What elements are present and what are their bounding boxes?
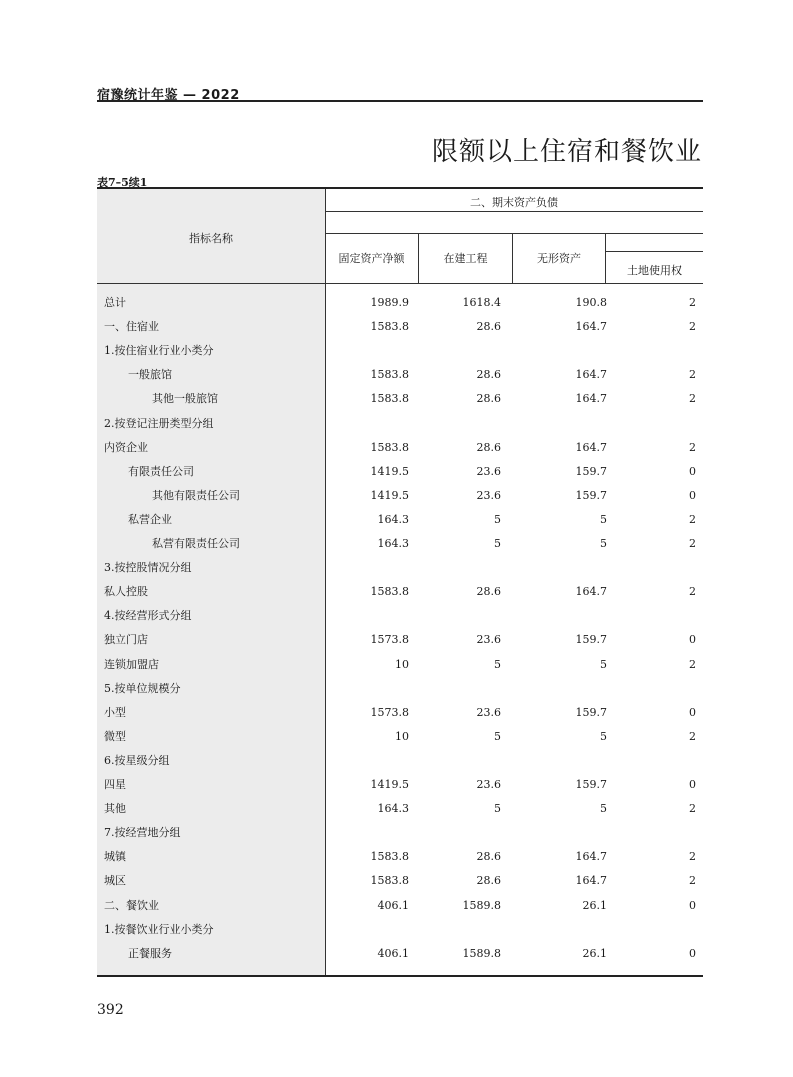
row-label: 2.按登记注册类型分组: [104, 416, 214, 430]
row-value: 164.7: [575, 585, 607, 599]
row-value: 2: [689, 296, 696, 309]
row-value: 190.8: [575, 296, 607, 309]
row-value: 26.1: [582, 898, 607, 912]
row-label: 6.按星级分组: [104, 753, 170, 767]
row-label: 城镇: [104, 850, 126, 864]
column-group-header: 二、期末资产负债: [470, 196, 558, 209]
row-label: 私营企业: [128, 512, 172, 526]
row-value: 2: [689, 440, 696, 454]
table-row: [97, 797, 703, 821]
row-value: 159.7: [575, 488, 607, 502]
row-label: 小型: [104, 705, 126, 719]
table-row: [97, 339, 703, 363]
row-value: 2: [689, 802, 696, 816]
table-row: [97, 580, 703, 604]
row-value: 28.6: [476, 392, 501, 406]
row-label: 独立门店: [104, 633, 148, 647]
row-value: 1419.5: [370, 488, 409, 502]
row-value: 0: [689, 898, 696, 912]
row-label: 1.按餐饮业行业小类分: [104, 922, 214, 936]
row-label: 一、住宿业: [104, 320, 159, 334]
row-value: 0: [689, 705, 696, 719]
table-row: [97, 845, 703, 869]
stub-header: 指标名称: [189, 232, 233, 245]
row-label: 城区: [104, 874, 126, 888]
row-value: 2: [689, 320, 696, 334]
row-value: 5: [494, 537, 501, 550]
row-value: 1589.8: [462, 898, 501, 912]
header-rule-land: [605, 251, 703, 252]
row-value: 164.7: [575, 850, 607, 864]
table-row: [97, 725, 703, 749]
table-label: 表7–5续1: [97, 176, 148, 189]
row-value: 164.7: [575, 874, 607, 888]
row-value: 1583.8: [370, 850, 409, 864]
row-value: 2: [689, 537, 696, 550]
row-label: 微型: [104, 729, 126, 743]
row-label: 私人控股: [104, 585, 148, 599]
row-value: 1989.9: [370, 296, 409, 309]
data-table: [97, 187, 703, 977]
row-value: 1419.5: [370, 778, 409, 791]
row-value: 1583.8: [370, 392, 409, 406]
row-value: 26.1: [582, 946, 607, 960]
row-value: 164.7: [575, 320, 607, 334]
row-value: 164.7: [575, 392, 607, 406]
table-row: [97, 532, 703, 556]
row-value: 1419.5: [370, 464, 409, 478]
row-label: 4.按经营形式分组: [104, 609, 192, 623]
row-value: 5: [600, 537, 607, 550]
row-label: 连锁加盟店: [104, 657, 159, 671]
row-value: 2: [689, 729, 696, 743]
row-value: 0: [689, 778, 696, 791]
page-title: 限额以上住宿和餐饮业: [431, 137, 702, 167]
table-row: [97, 412, 703, 436]
row-value: 164.7: [575, 440, 607, 454]
page-number: 392: [97, 1002, 124, 1018]
row-label: 1.按住宿业行业小类分: [104, 344, 214, 358]
row-label: 总计: [104, 296, 126, 309]
row-value: 2: [689, 585, 696, 599]
row-label: 二、餐饮业: [104, 898, 159, 912]
row-value: 28.6: [476, 585, 501, 599]
header-rule-group: [325, 211, 703, 212]
row-value: 23.6: [476, 464, 501, 478]
table-row: [97, 604, 703, 628]
row-label: 3.按控股情况分组: [104, 561, 192, 575]
row-value: 5: [600, 657, 607, 671]
row-value: 1583.8: [370, 874, 409, 888]
row-label: 有限责任公司: [128, 464, 194, 478]
row-value: 23.6: [476, 705, 501, 719]
table-row: [97, 869, 703, 893]
table-row: [97, 821, 703, 845]
row-value: 159.7: [575, 778, 607, 791]
table-row: [97, 894, 703, 918]
table-row: [97, 556, 703, 580]
row-value: 2: [689, 512, 696, 526]
row-value: 23.6: [476, 633, 501, 647]
table-row: [97, 749, 703, 773]
table-row: [97, 628, 703, 652]
table-row: [97, 701, 703, 725]
table-row: [97, 291, 703, 315]
row-value: 159.7: [575, 705, 607, 719]
row-value: 5: [600, 729, 607, 743]
row-value: 28.6: [476, 440, 501, 454]
row-value: 1583.8: [370, 368, 409, 382]
row-value: 1589.8: [462, 946, 501, 960]
row-value: 2: [689, 392, 696, 406]
row-label: 一般旅馆: [128, 368, 172, 382]
header-rule: [97, 100, 703, 102]
row-label: 四星: [104, 778, 126, 791]
row-label: 正餐服务: [128, 946, 172, 960]
row-value: 1583.8: [370, 440, 409, 454]
row-value: 23.6: [476, 778, 501, 791]
row-value: 5: [600, 802, 607, 816]
row-value: 28.6: [476, 368, 501, 382]
table-row: [97, 363, 703, 387]
row-value: 5: [494, 729, 501, 743]
table-row: [97, 484, 703, 508]
table-row: [97, 460, 703, 484]
row-label: 其他: [104, 802, 126, 816]
row-value: 1583.8: [370, 320, 409, 334]
column-header-intangible: 无形资产: [537, 252, 581, 265]
table-row: [97, 918, 703, 942]
table-row: [97, 436, 703, 460]
row-value: 164.7: [575, 368, 607, 382]
row-value: 10: [395, 657, 409, 671]
row-value: 5: [494, 512, 501, 526]
table-row: [97, 942, 703, 966]
row-label: 7.按经营地分组: [104, 826, 181, 840]
row-label: 其他一般旅馆: [152, 392, 218, 406]
row-value: 10: [395, 729, 409, 743]
row-value: 0: [689, 633, 696, 647]
row-value: 159.7: [575, 464, 607, 478]
row-value: 1573.8: [370, 633, 409, 647]
row-value: 2: [689, 368, 696, 382]
row-value: 0: [689, 488, 696, 502]
row-value: 0: [689, 946, 696, 960]
row-value: 5: [494, 657, 501, 671]
row-value: 0: [689, 464, 696, 478]
table-row: [97, 677, 703, 701]
row-value: 23.6: [476, 488, 501, 502]
column-header-construction: 在建工程: [443, 252, 488, 265]
row-value: 159.7: [575, 633, 607, 647]
row-label: 内资企业: [104, 440, 148, 454]
row-value: 28.6: [476, 874, 501, 888]
row-label: 私营有限责任公司: [152, 537, 240, 550]
row-value: 2: [689, 874, 696, 888]
column-header-land-use: 土地使用权: [627, 264, 682, 277]
row-value: 28.6: [476, 850, 501, 864]
row-value: 1573.8: [370, 705, 409, 719]
row-value: 406.1: [377, 946, 409, 960]
row-value: 5: [494, 802, 501, 816]
table-row: [97, 773, 703, 797]
row-value: 28.6: [476, 320, 501, 334]
row-value: 1618.4: [462, 296, 501, 309]
row-value: 2: [689, 850, 696, 864]
row-value: 5: [600, 512, 607, 526]
row-label: 5.按单位规模分: [104, 681, 181, 695]
row-value: 2: [689, 657, 696, 671]
running-head: 宿豫统计年鉴 — 2022: [97, 88, 240, 103]
table-row: [97, 508, 703, 532]
row-value: 164.3: [377, 512, 409, 526]
table-row: [97, 653, 703, 677]
table-row: [97, 387, 703, 411]
header-bottom-rule: [97, 283, 703, 284]
column-header-fixed-assets: 固定资产净额: [338, 252, 405, 265]
row-value: 406.1: [377, 898, 409, 912]
row-value: 164.3: [377, 802, 409, 816]
row-value: 1583.8: [370, 585, 409, 599]
header-rule-sub: [325, 233, 703, 234]
row-label: 其他有限责任公司: [152, 488, 240, 502]
table-row: [97, 315, 703, 339]
row-value: 164.3: [377, 537, 409, 550]
